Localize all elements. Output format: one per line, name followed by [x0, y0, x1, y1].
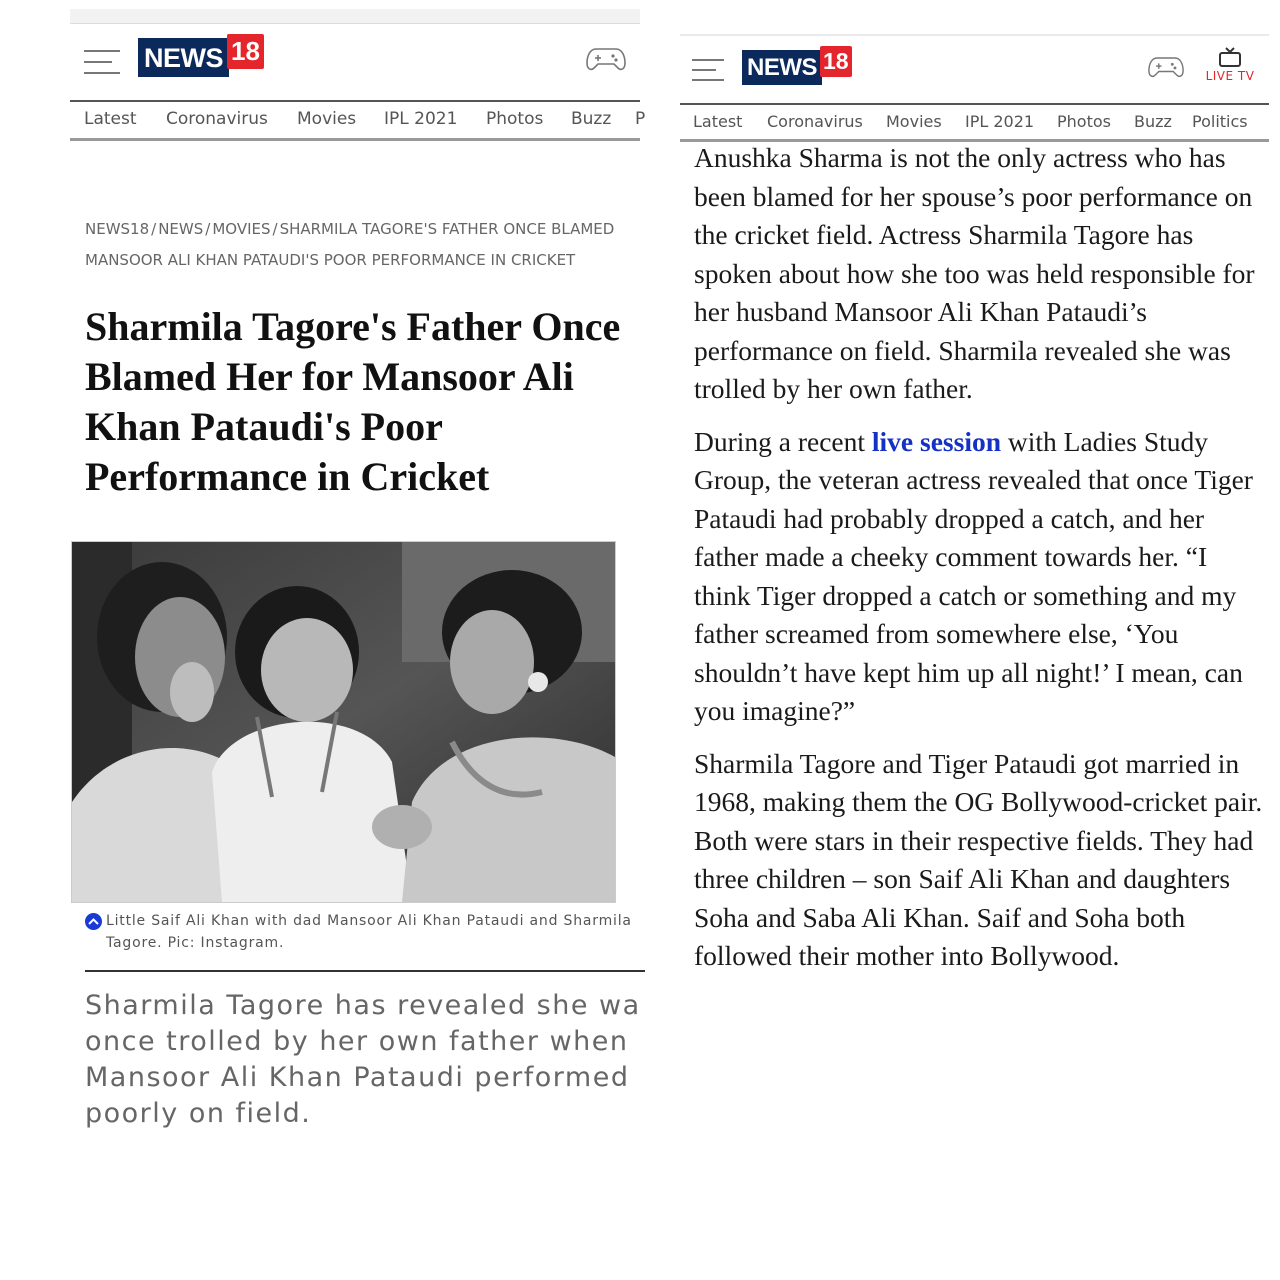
gamepad-icon[interactable]	[1148, 53, 1184, 81]
breadcrumb-separator: /	[272, 220, 278, 238]
site-header	[70, 24, 640, 102]
tv-icon	[1218, 47, 1242, 67]
photo-caption	[85, 910, 645, 972]
article-paragraph: Anushka Sharma is not the only actress who has been blamed for her spouse’s poor performance on the cricket field. Actress Sharmila Tagore has spoken about how she too was held responsible for her husband Mansoor Ali Khan Pataudi’s performance on field. Sharmila revealed she was trolled by her own father.	[694, 142, 1255, 404]
nav-coronavirus[interactable]: Coronavirus	[767, 112, 863, 131]
nav-movies[interactable]: Movies	[297, 109, 357, 129]
breadcrumb-news[interactable]: NEWS	[158, 220, 204, 238]
breadcrumb-separator: /	[205, 220, 211, 238]
paragraph-text: with Ladies Study Group, the veteran actress revealed that once Tiger Pataudi had probably dropped a catch, and her father made a cheeky comment towards her. “I think Tiger dropped a catch or something and my father screamed from somewhere else, ‘You shouldn’t have kept him up all night!’ I mean, can you imagine?”	[694, 425, 1253, 726]
caption-text: Little Saif Ali Khan with dad Mansoor Ali Khan Pataudi and Sharmila Tagore. Pic: Instagram.	[106, 913, 632, 951]
summary-line: Mansoor Ali Khan Pataudi performed	[85, 1062, 630, 1093]
headline-line: Performance in Cricket	[85, 454, 490, 499]
paragraph-text: During a recent	[694, 425, 872, 457]
category-nav	[70, 102, 646, 141]
nav-photos[interactable]: Photos	[486, 109, 544, 129]
summary-line: once trolled by her own father when	[85, 1026, 629, 1057]
caption-toggle-icon[interactable]	[85, 913, 102, 930]
category-nav	[680, 105, 1269, 142]
summary-line: Sharmila Tagore has revealed she wa	[85, 990, 641, 1021]
nav-politics[interactable]: Politics	[1192, 112, 1248, 131]
live-tv-button[interactable]	[1200, 47, 1260, 91]
logo-number: 18	[820, 46, 852, 77]
gamepad-icon[interactable]	[586, 44, 626, 74]
live-session-link[interactable]: live session	[871, 425, 1002, 457]
breadcrumb	[85, 214, 645, 276]
left-screenshot-panel	[70, 0, 646, 1280]
news18-logo[interactable]	[742, 46, 852, 85]
nav-politics-cut[interactable]: P	[635, 109, 646, 129]
article-headline	[85, 302, 685, 502]
article-body	[694, 139, 1264, 990]
breadcrumb-current: SHARMILA TAGORE'S FATHER ONCE BLAMED MANSOOR ALI KHAN PATAUDI'S POOR PERFORMANCE IN CRICKET	[85, 220, 615, 269]
nav-latest[interactable]: Latest	[84, 109, 137, 129]
logo-number: 18	[227, 34, 264, 69]
news18-logo[interactable]	[138, 34, 264, 77]
article-summary	[85, 988, 665, 1132]
breadcrumb-news18[interactable]: NEWS18	[85, 220, 150, 238]
headline-line: Sharmila Tagore's Father Once	[85, 304, 621, 349]
logo-word: NEWS	[138, 38, 229, 77]
headline-line: Khan Pataudi's Poor	[85, 404, 443, 449]
site-header	[680, 37, 1269, 105]
nav-buzz[interactable]: Buzz	[1134, 112, 1172, 131]
nav-movies[interactable]: Movies	[886, 112, 942, 131]
breadcrumb-separator: /	[151, 220, 157, 238]
hamburger-menu-icon[interactable]	[84, 50, 120, 74]
breadcrumb-movies[interactable]: MOVIES	[212, 220, 271, 238]
headline-line: Blamed Her for Mansoor Ali	[85, 354, 574, 399]
article-paragraph	[694, 423, 1264, 731]
nav-latest[interactable]: Latest	[693, 112, 743, 131]
article-photo	[71, 541, 616, 903]
family-photo-illustration	[72, 542, 615, 902]
nav-ipl-2021[interactable]: IPL 2021	[384, 109, 458, 129]
nav-buzz[interactable]: Buzz	[571, 109, 612, 129]
nav-ipl-2021[interactable]: IPL 2021	[965, 112, 1035, 131]
nav-photos[interactable]: Photos	[1057, 112, 1111, 131]
article-paragraph: Sharmila Tagore and Tiger Pataudi got married in 1968, making them the OG Bollywood-cricket pair. Both were stars in their respective fields. They had three children – son Saif Ali Khan and daughters Soha and Saba Ali Khan. Saif and Soha both followed their mother into Bollywood.	[694, 747, 1263, 971]
hamburger-menu-icon[interactable]	[692, 59, 724, 83]
top-strip	[680, 34, 1269, 36]
top-strip	[70, 9, 640, 24]
nav-coronavirus[interactable]: Coronavirus	[166, 109, 268, 129]
summary-line: poorly on field.	[85, 1098, 312, 1129]
logo-word: NEWS	[742, 50, 822, 85]
right-screenshot-panel	[680, 0, 1269, 1280]
live-tv-label: LIVE TV	[1205, 69, 1255, 83]
